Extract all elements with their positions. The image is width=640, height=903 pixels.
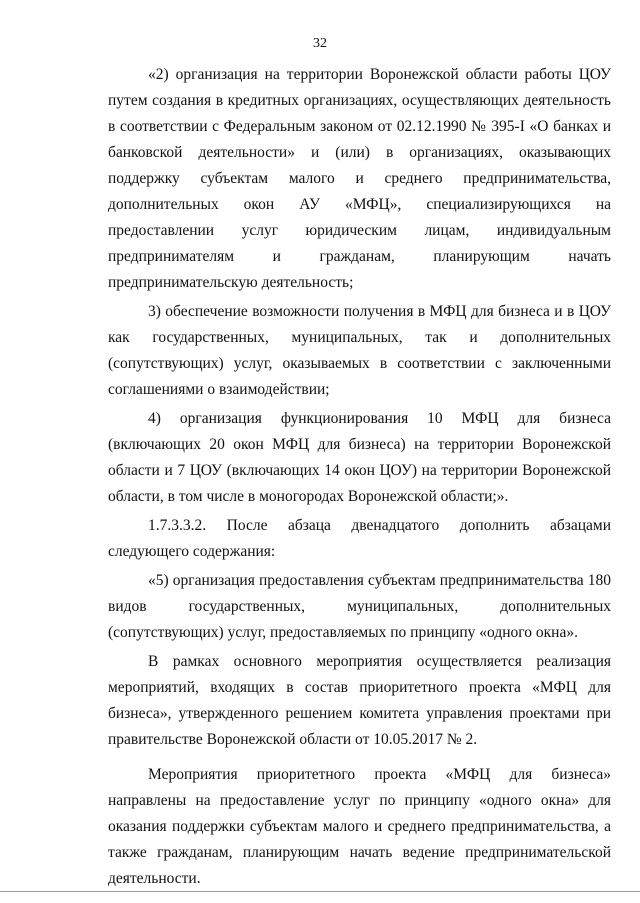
paragraph-item-2: «2) организация на территории Воронежской области работы ЦОУ путем создания в кредитных организациях, осуществляющих деятельность в соответствии с Федеральным законом от 02.12.1990 № 395-I «О банках и банковской деятельности» и (или) в организациях, оказывающих поддержку субъектам малого и среднего предпринимательства, дополнительных окон АУ «МФЦ», специализирующихся на предоставлении услуг юридическим лицам, индивидуальным предпринимателям и гражданам, планирующим начать предпринимательскую деятельность; [108, 66, 611, 291]
paragraph-priority-project: Мероприятия приоритетного проекта «МФЦ для бизнеса» направлены на предоставление услуг по принципу «одного окна» для оказания поддержки субъектам малого и среднего предпринимательства, а также гражданам, планирующим начать ведение предпринимательской деятельности. [108, 766, 611, 887]
paragraph-item-3: 3) обеспечение возможности получения в МФЦ для бизнеса и в ЦОУ как государственных, муниципальных, так и дополнительных (сопутствующих) услуг, оказываемых в соответствии с заключенными соглашениями о взаимодействии; [108, 303, 611, 398]
paragraph-main-activity: В рамках основного мероприятия осуществляется реализация мероприятий, входящих в состав приоритетного проекта «МФЦ для бизнеса», утвержденного решением комитета управления проектами при правительстве Воронежской области от 10.05.2017 № 2. [108, 653, 611, 748]
page-number: 32 [313, 36, 327, 51]
paragraph-amendment-1-7-3-3-2: 1.7.3.3.2. После абзаца двенадцатого дополнить абзацами следующего содержания: [108, 517, 611, 560]
page-bottom-divider [0, 891, 640, 892]
document-body [108, 62, 611, 892]
paragraph-item-5: «5) организация предоставления субъектам предпринимательства 180 видов государственных, муниципальных, дополнительных (сопутствующих) услуг, предоставляемых по принципу «одного окна». [108, 572, 611, 641]
paragraph-item-4: 4) организация функционирования 10 МФЦ для бизнеса (включающих 20 окон МФЦ для бизнеса) на территории Воронежской области и 7 ЦОУ (включающих 14 окон ЦОУ) на территории Воронежской области, в том числе в моногородах Воронежской области;». [108, 410, 611, 505]
